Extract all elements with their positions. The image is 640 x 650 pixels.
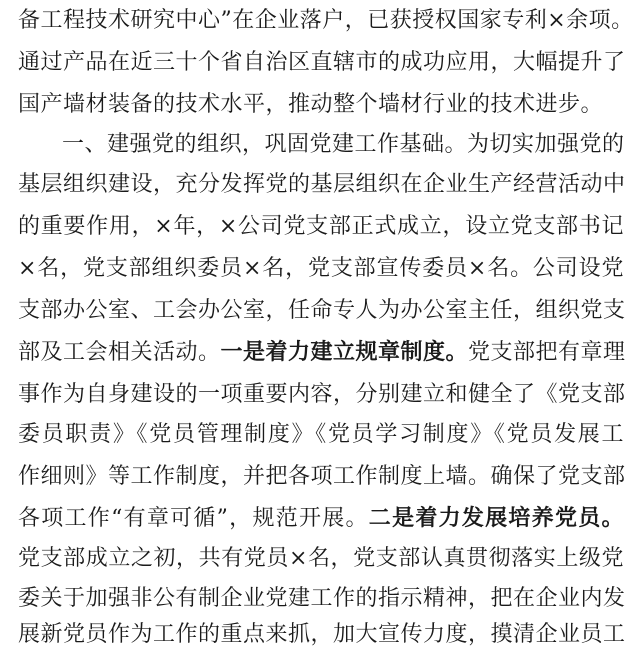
text-line: 的重要作用，×年，×公司党支部正式成立，设立党支部书记 bbox=[18, 214, 624, 239]
text-line: 备工程技术研究中心”在企业落户，已获授权国家专利×余项。 bbox=[18, 8, 634, 33]
text-line: 事作为自身建设的一项重要内容，分别建立和健全了《党支部 bbox=[18, 382, 626, 407]
bold-subheading: 二是着力发展培养党员。 bbox=[368, 506, 624, 531]
paragraph-first-line: 一、建强党的组织，巩固党建工作基础。为切实加强党的 bbox=[62, 132, 625, 157]
text-segment: 各项工作“有章可循”，规范开展。 bbox=[18, 506, 369, 531]
text-line: 作细则》等工作制度，并把各项工作制度上墙。确保了党支部 bbox=[18, 464, 626, 489]
text-line: 基层组织建设，充分发挥党的基层组织在企业生产经营活动中 bbox=[18, 172, 626, 197]
text-line: 党支部成立之初，共有党员×名，党支部认真贯彻落实上级党 bbox=[18, 546, 624, 571]
text-segment: 党支部把有章理 bbox=[468, 340, 626, 365]
text-line-with-heading bbox=[18, 338, 624, 368]
text-line: 国产墙材装备的技术水平，推动整个墙材行业的技术进步。 bbox=[18, 92, 604, 117]
text-line: 支部办公室、工会办公室，任命专人为办公室主任，组织党支 bbox=[18, 298, 626, 323]
text-line: 委关于加强非公有制企业党建工作的指示精神，把在企业内发 bbox=[18, 586, 626, 611]
text-line-with-heading bbox=[18, 504, 624, 534]
text-line: 展新党员作为工作的重点来抓，加大宣传力度，摸清企业员工 bbox=[18, 622, 626, 647]
text-segment: 部及工会相关活动。 bbox=[18, 340, 221, 365]
text-line: ×名，党支部组织委员×名，党支部宣传委员×名。公司设党 bbox=[18, 256, 624, 281]
text-line: 通过产品在近三十个省自治区直辖市的成功应用，大幅提升了 bbox=[18, 50, 626, 75]
bold-subheading: 一是着力建立规章制度。 bbox=[220, 340, 469, 365]
text-line: 委员职责》《党员管理制度》《党员学习制度》《党员发展工 bbox=[18, 422, 624, 447]
